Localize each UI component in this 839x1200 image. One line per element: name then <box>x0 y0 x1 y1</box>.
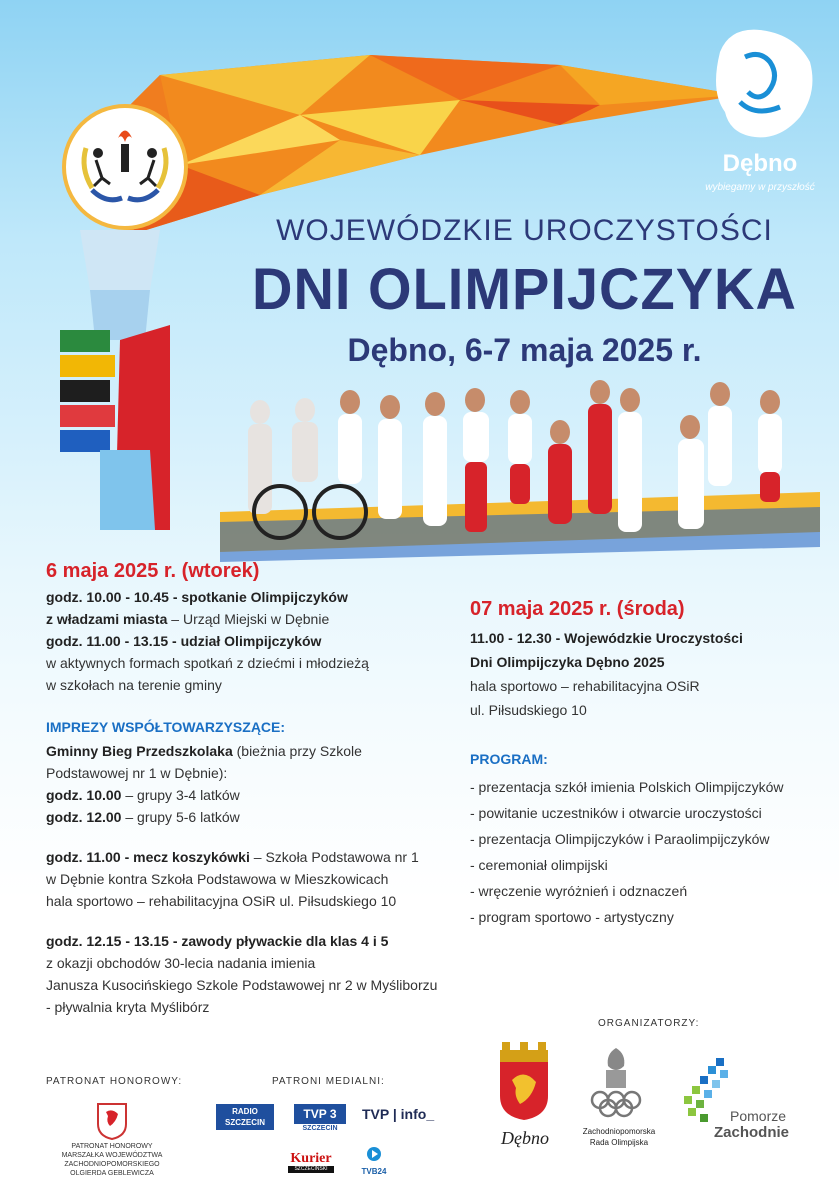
logo-slogan: wybiegamy w przyszłość <box>705 182 815 193</box>
tvp-info-logo: TVP | info_ <box>362 1106 435 1122</box>
swim-line: godz. 12.15 - 13.15 - zawody pływackie dla klas 4 i 5 <box>46 933 389 949</box>
basket-line: hala sportowo – rehabilitacyjna OSiR ul. Piłsudskiego 10 <box>46 893 397 909</box>
day1-heading: 6 maja 2025 r. (wtorek) <box>46 560 260 582</box>
torch-icon <box>66 108 184 226</box>
program-item: - ceremoniał olimpijski <box>470 857 608 873</box>
swim-line: Janusza Kusocińskiego Szkole Podstawowej nr 2 w Myśliborzu <box>46 977 438 993</box>
griffin-crest-icon <box>96 1102 128 1140</box>
program-item: - prezentacja Olimpijczyków i Paraolimpijczyków <box>470 831 770 847</box>
tvb24-logo <box>358 1146 390 1176</box>
org-pomorze-line1: Pomorze <box>730 1108 787 1124</box>
radio-szczecin-logo <box>216 1104 274 1130</box>
debno-logo <box>700 22 820 193</box>
day1-line: w aktywnych formach spotkań z dziećmi i młodzieżą <box>46 655 369 671</box>
swim-line: - pływalnia kryta Myślibórz <box>46 999 210 1015</box>
day2-lines <box>470 626 830 722</box>
basket-line: godz. 11.00 - mecz koszykówki – Szkoła Podstawowa nr 1 <box>46 849 419 865</box>
org-debno-name: Dębno <box>501 1128 549 1148</box>
radio-logo-text: RADIO SZCZECIN <box>225 1107 265 1127</box>
right-column <box>470 598 830 930</box>
swim-event <box>46 930 446 1018</box>
tvp3-text: TVP 3 <box>303 1107 337 1121</box>
organizers-label: ORGANIZATORZY: <box>598 1018 700 1029</box>
patronat-text: PATRONAT HONOROWY MARSZAŁKA WOJEWÓDZTWA ZACHODNIOPOMORSKIEGO OLGIERDA GEBLEWICZA <box>61 1143 163 1177</box>
run-line: Podstawowej nr 1 w Dębnie): <box>46 765 228 781</box>
day2-line: 11.00 - 12.30 - Wojewódzkie Uroczystości <box>470 630 743 646</box>
run-event <box>46 740 446 828</box>
kurier-text: Kurier <box>290 1151 332 1166</box>
pomorze-zachodnie-logo-icon <box>680 1056 736 1130</box>
program-item: - wręczenie wyróżnień i odznaczeń <box>470 883 688 899</box>
program-item: - prezentacja szkół imienia Polskich Olimpijczyków <box>470 779 784 795</box>
play-icon <box>364 1146 384 1162</box>
run-line: Gminny Bieg Przedszkolaka (bieżnia przy Szkole <box>46 743 362 759</box>
lion-icon <box>700 22 820 148</box>
swim-line: z okazji obchodów 30-lecia nadania imienia <box>46 955 316 971</box>
day2-heading: 07 maja 2025 r. (środa) <box>470 598 685 620</box>
org-pomorze-line2: Zachodnie <box>714 1124 790 1141</box>
debno-coat-of-arms-icon <box>498 1040 550 1122</box>
logo-name: Dębno <box>722 150 798 177</box>
event-subtitle: WOJEWÓDZKIE UROCZYSTOŚCI <box>276 214 773 247</box>
tvp3-logo <box>294 1104 346 1124</box>
day2-line: Dni Olimpijczyka Dębno 2025 <box>470 654 665 670</box>
program-item: - powitanie uczestników i otwarcie uroczystości <box>470 805 762 821</box>
media-label: PATRONI MEDIALNI: <box>272 1076 385 1087</box>
tvp3-city: SZCZECIN <box>302 1125 338 1132</box>
day2-line: hala sportowo – rehabilitacyjna OSiR <box>470 678 700 694</box>
event-date: Dębno, 6-7 maja 2025 r. <box>347 332 702 368</box>
program-list <box>470 774 830 930</box>
olympic-emblem <box>66 108 184 226</box>
tvb24-text: TVB24 <box>361 1167 387 1176</box>
basket-line: w Dębnie kontra Szkoła Podstawowa w Mieszkowicach <box>46 871 389 887</box>
day1-line: godz. 11.00 - 13.15 - udział Olimpijczyków <box>46 633 322 649</box>
program-item: - program sportowo - artystyczny <box>470 909 674 925</box>
run-line: godz. 10.00 – grupy 3-4 latków <box>46 787 240 803</box>
event-title: DNI OLIMPIJCZYKA <box>252 255 797 322</box>
patronat-label: PATRONAT HONOROWY: <box>46 1076 183 1087</box>
kurier-sub: SZCZECIŃSKI <box>288 1166 334 1173</box>
org-rada-name: Zachodniopomorska Rada Olimpijska <box>582 1127 656 1147</box>
program-heading: PROGRAM: <box>470 751 548 767</box>
day1-line: z władzami miasta – Urząd Miejski w Dębnie <box>46 611 330 627</box>
athletes-photo <box>220 372 820 572</box>
events-heading: IMPREZY WSPÓŁTOWARZYSZĄCE: <box>46 719 286 735</box>
day1-line: w szkołach na terenie gminy <box>46 677 222 693</box>
run-line: godz. 12.00 – grupy 5-6 latków <box>46 809 240 825</box>
kurier-logo <box>288 1152 334 1173</box>
basket-event <box>46 846 446 912</box>
day2-line: ul. Piłsudskiego 10 <box>470 702 587 718</box>
olympic-council-emblem-icon <box>586 1044 646 1122</box>
day1-lines <box>46 586 446 696</box>
left-column <box>46 560 446 1018</box>
day1-line: godz. 10.00 - 10.45 - spotkanie Olimpijczyków <box>46 589 348 605</box>
